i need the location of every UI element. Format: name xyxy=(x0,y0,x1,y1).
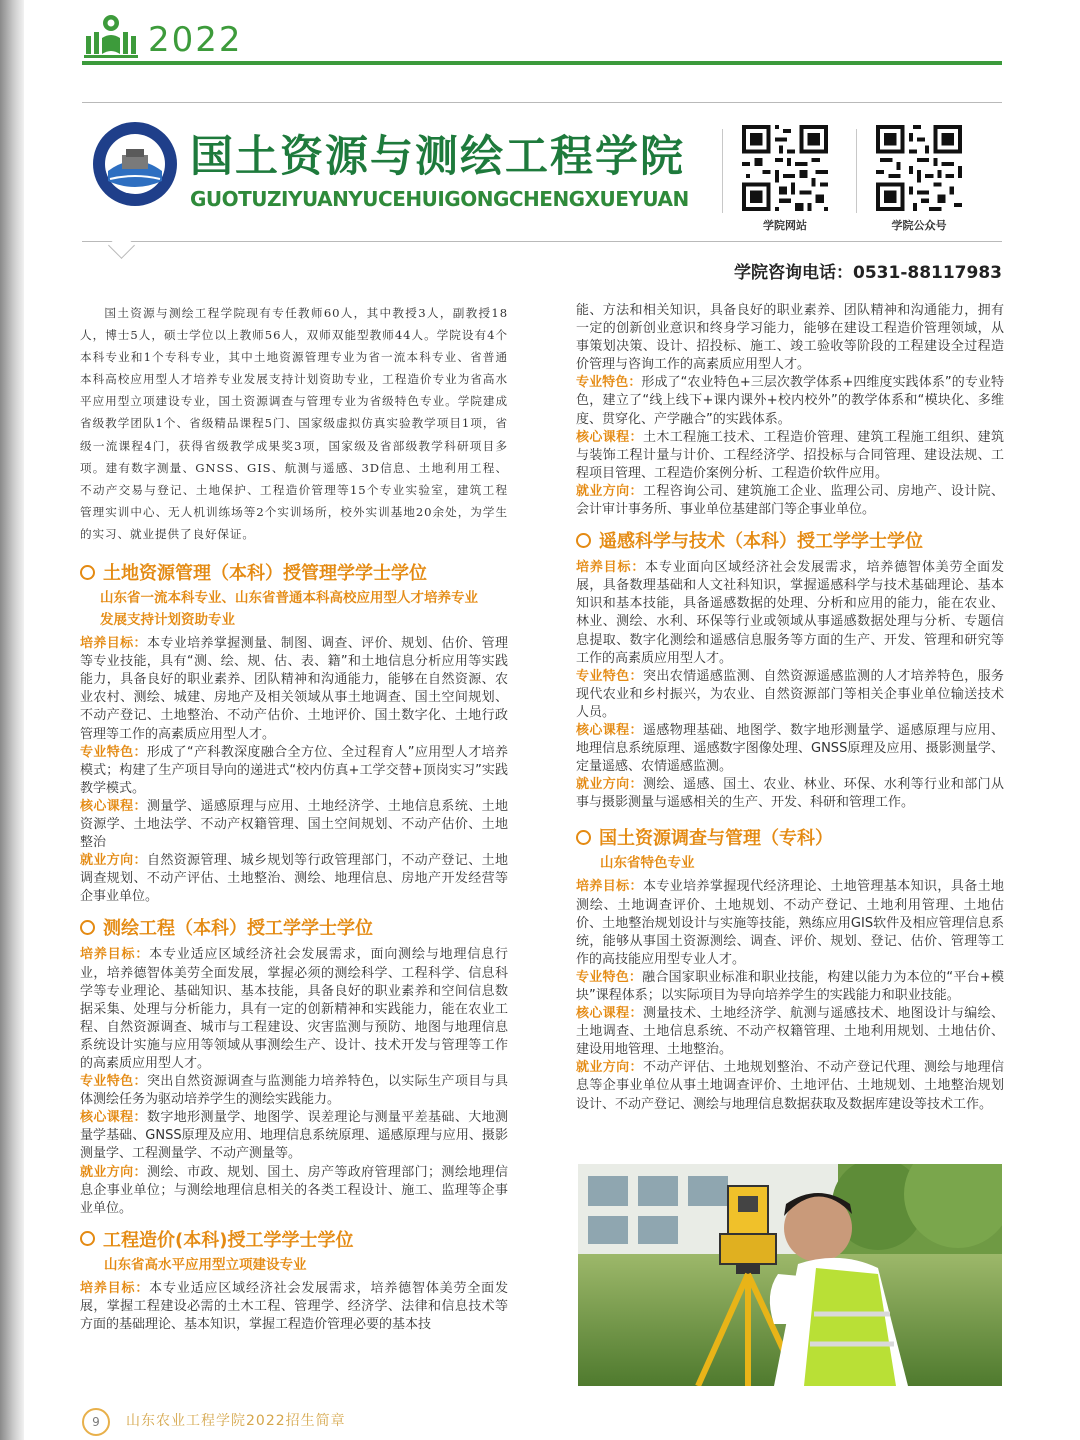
program-career: 就业方向：测绘、遥感、国土、农业、林业、环保、水利等行业和部门从事与摄影测量与遥感相关的生产、开发、科研和管理工作。 xyxy=(576,777,1004,811)
brochure-header xyxy=(82,8,1002,68)
program-subheading: 山东省一流本科专业、山东省普通本科高校应用型人才培养专业 xyxy=(100,590,478,607)
website-qr-code-icon[interactable] xyxy=(742,125,828,211)
bullet-ring-icon xyxy=(80,565,95,580)
program-subheading: 山东省特色专业 xyxy=(600,855,695,872)
program-feature: 专业特色：形成了“产科教深度融合全方位、全过程育人”应用型人才培养模式；构建了生产项目导向的递进式“校内仿真+工学交替+顶岗实习”实践教学模式。 xyxy=(80,744,508,796)
program-feature: 专业特色：突出农情遥感监测、自然资源遥感监测的人才培养特色，服务现代农业和乡村振兴，为农业、自然资源部门等相关企事业单位输送技术人员。 xyxy=(576,668,1004,720)
college-title-panel xyxy=(82,102,1002,242)
college-emblem-icon xyxy=(92,121,178,207)
program-goal-continued: 能、方法和相关知识，具备良好的职业素养、团队精神和沟通能力，拥有一定的创新创业意识和终身学习能力，能够在建设工程造价管理领域，从事策划决策、设计、招投标、施工、竣工验收等阶段的工程建设全过程造价管理与咨询工作的高素质应用型人才。 xyxy=(576,303,1004,373)
bullet-ring-icon xyxy=(576,830,591,845)
program-goal: 培养目标：本专业适应区域经济社会发展需求，培养德智体美劳全面发展，掌握工程建设必需的土木工程、管理学、经济学、法律和信息技术等方面的基础理论、基本知识，掌握工程造价管理必要的基本技 xyxy=(80,1280,508,1333)
bullet-ring-icon xyxy=(576,533,591,548)
program-career: 就业方向：测绘、市政、规划、国土、房产等政府管理部门；测绘地理信息企事业单位；与测绘地理信息相关的各类工程设计、施工、监理等企事业单位。 xyxy=(80,1164,508,1216)
program-career: 就业方向：工程咨询公司、建筑施工企业、监理公司、房地产、设计院、会计审计事务所、事业单位基建部门等企事业单位。 xyxy=(576,483,1004,518)
program-core-courses: 核心课程：测量技术、土地经济学、航测与遥感技术、地图设计与编绘、土地调查、土地信息系统、不动产权籍管理、土地利用规划、土地估价、建设用地管理、土地整治。 xyxy=(576,1006,1004,1058)
program-feature: 专业特色：突出自然资源调查与监测能力培养特色，以实际生产项目与具体测绘任务为驱动培养学生的测绘实践能力。 xyxy=(80,1074,508,1108)
wechat-qr-code-icon[interactable] xyxy=(876,125,962,211)
right-column xyxy=(576,302,1004,1114)
college-title: 国土资源与测绘工程学院 xyxy=(190,132,685,182)
program-core-courses: 核心课程：遥感物理基础、地图学、数字地形测量学、遥感原理与应用、地理信息系统原理、遥感数字图像处理、GNSS原理及应用、摄影测量学、定量遥感、农情遥感监测。 xyxy=(576,722,1004,775)
qr-divider xyxy=(722,129,723,213)
year-label: 2022 xyxy=(148,20,243,60)
program-heading-land-survey-management: 国土资源调查与管理（专科） xyxy=(576,826,1004,852)
college-intro: 国土资源与测绘工程学院现有专任教师60人，其中教授3人，副教授18人，博士5人，硕士学位以上教师56人，双师双能型教师44人。学院设有4个本科专业和1个专科专业，其中土地资源管理专业为省一流本科专业、省普通本科高校应用型人才培养专业发展支持计划资助专业，工程造价专业为省高水平应用型立项建设专业，国土资源调查与管理专业为省级特色专业。学院建成省级教学团队1个、省级精品课程5门、国家级虚拟仿真实验教学项目1项，省级一流课程4门，获得省级教学成果奖3项，国家级及省部级教学科研项目多项。建有数字测量、GNSS、GIS、航测与遥感、3D信息、土地利用工程、不动产交易与登记、土地保护、工程造价管理等15个专业实验室，建筑工程管理实训中心、无人机训练场等2个实训场所，校外实训基地20余处，为学生的实习、就业提供了良好保证。 xyxy=(80,306,508,541)
program-career: 就业方向：自然资源管理、城乡规划等行政管理部门，不动产登记、土地调查规划、不动产评估、土地整治、测绘、地理信息、房地产开发经营等企事业单位。 xyxy=(80,853,508,905)
qr-label-website: 学院网站 xyxy=(763,219,807,232)
program-subheading: 发展支持计划资助专业 xyxy=(100,612,235,629)
program-core-courses: 核心课程：测量学、遥感原理与应用、土地经济学、土地信息系统、土地资源学、土地法学、不动产权籍管理、国土空间规划、不动产估价、土地整治 xyxy=(80,798,508,851)
program-goal: 培养目标：本专业培养掌握测量、制图、调查、评价、规划、估价、管理等专业技能，具有“测、绘、规、估、表、籍”和土地信息分析应用等实践能力，具备良好的职业素养、团队精神和沟通能力，能够在自然资源、农业农村、测绘、城建、房地产及相关领域从事土地调查、国土空间规划、不动产登记、土地整治、不动产估价、土地评价、国土数字化、土地行政管理等工作的高素质应用型人才。 xyxy=(80,636,508,742)
program-heading-land-management: 土地资源管理（本科）授管理学学士学位 xyxy=(80,561,508,587)
program-heading-surveying: 测绘工程（本科）授工学学士学位 xyxy=(80,916,508,942)
program-goal: 培养目标：本专业面向区域经济社会发展需求，培养德智体美劳全面发展，具备数理基础和人文社科知识，掌握遥感科学与技术基础理论、基本知识和基本技能，具备遥感数据的处理、分析和应用的能力，能在农业、林业、测绘、水利、环保等行业或领域从事遥感数据处理与分析、专题信息提取、数字化测绘和遥感信息服务等方面的生产、开发、管理和研究等工作的高素质应用型人才。 xyxy=(576,560,1004,666)
program-subheading: 山东省高水平应用型立项建设专业 xyxy=(104,1256,307,1273)
program-feature: 专业特色：形成了“农业特色+三层次教学体系+四维度实践体系”的专业特色，建立了“线上线下+课内课外+校内校外”的教学体系和“模块化、多维度、贯穿化、产学融合”的实践体系。 xyxy=(576,375,1004,427)
left-column xyxy=(80,302,508,1334)
program-heading-engineering-cost: 工程造价(本科)授工学学士学位 xyxy=(80,1228,508,1254)
bullet-ring-icon xyxy=(80,920,95,935)
page-spine-shadow xyxy=(0,0,24,1440)
program-core-courses: 核心课程：数字地形测量学、地图学、误差理论与测量平差基础、大地测量学基础、GNSS原理及应用、地理信息系统原理、遥感原理与应用、摄影测量学、工程测量学、不动产测量等。 xyxy=(80,1110,508,1162)
bullet-ring-icon xyxy=(80,1231,95,1246)
program-goal: 培养目标：本专业适应区域经济社会发展需求，面向测绘与地理信息行业，培养德智体美劳全面发展，掌握必须的测绘科学、工程科学、信息科学等专业理论、基础知识、基本技能，具备良好的职业素养和空间信息数据采集、处理与分析能力，具有一定的创新精神和实践能力，能在农业工程、自然资源调查、城市与工程建设、灾害监测与预防、地图与地理信息系统设计实施与应用等领域从事测绘生产、设计、技术开发与管理等工作的高素质应用型人才。 xyxy=(80,947,508,1071)
page-number-badge: 9 xyxy=(82,1408,110,1436)
program-core-courses: 核心课程：土木工程施工技术、工程造价管理、建筑工程施工组织、建筑与装饰工程计量与计价、工程经济学、招投标与合同管理、建设法规、工程项目管理、工程造价案例分析、工程造价软件应用。 xyxy=(576,429,1004,481)
qr-divider xyxy=(856,129,857,213)
consult-phone: 学院咨询电话：0531-88117983 xyxy=(734,263,1002,283)
header-green-rule xyxy=(82,61,1002,65)
program-feature: 专业特色：融合国家职业标准和职业技能，构建以能力为本位的“平台+模块”课程体系；以实际项目为导向培养学生的实践能力和职业技能。 xyxy=(576,969,1004,1003)
footer-title: 山东农业工程学院2022招生简章 xyxy=(126,1413,346,1429)
college-pinyin: GUOTUZIYUANYUCEHUIGONGCHENGXUEYUAN xyxy=(190,187,689,211)
program-goal: 培养目标：本专业培养掌握现代经济理论、土地管理基本知识，具备土地测绘、土地调查评价、土地规划、不动产登记、土地利用管理、土地估价、土地整治规划设计与实施等技能，熟练应用GIS软件及相应管理信息系统，能够从事国土资源测绘、调查、评价、规划、登记、估价、管理等工作的高技能应用型专业人才。 xyxy=(576,879,1004,967)
program-heading-remote-sensing: 遥感科学与技术（本科）授工学学士学位 xyxy=(576,529,1004,555)
student-surveying-photo xyxy=(578,1164,1002,1386)
qr-label-wechat: 学院公众号 xyxy=(891,219,947,232)
program-career: 就业方向：不动产评估、土地规划整治、不动产登记代理、测绘与地理信息等企事业单位从事土地调查评价、土地评估、土地规划、土地整治规划设计、不动产登记、测绘与地理信息数据获取及数据库建设等技术工作。 xyxy=(576,1060,1004,1112)
book-leaf-logo-icon xyxy=(82,12,140,60)
